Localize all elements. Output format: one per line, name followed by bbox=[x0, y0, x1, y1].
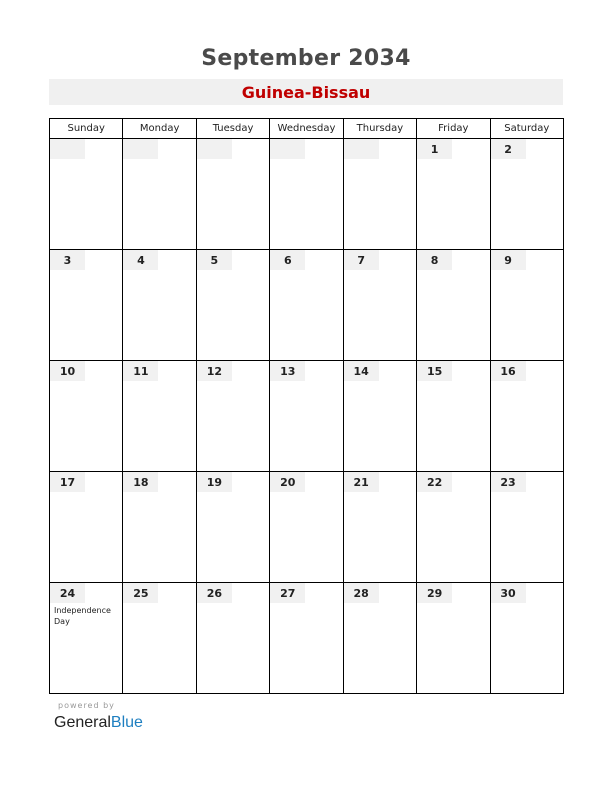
week-row bbox=[50, 139, 564, 250]
day-number: 6 bbox=[270, 250, 305, 270]
day-cell bbox=[270, 361, 343, 472]
calendar-grid bbox=[49, 118, 564, 694]
weekday-header-row bbox=[50, 119, 564, 139]
day-cell bbox=[270, 472, 343, 583]
day-cell bbox=[343, 361, 416, 472]
day-number bbox=[197, 139, 232, 159]
day-cell bbox=[417, 583, 490, 694]
day-number: 11 bbox=[123, 361, 158, 381]
day-number: 15 bbox=[417, 361, 452, 381]
day-number: 27 bbox=[270, 583, 305, 603]
day-cell bbox=[417, 361, 490, 472]
day-number: 16 bbox=[491, 361, 526, 381]
day-number: 10 bbox=[50, 361, 85, 381]
day-cell bbox=[343, 472, 416, 583]
brand-name-part1: General bbox=[54, 714, 111, 731]
day-cell bbox=[196, 472, 269, 583]
day-cell bbox=[196, 583, 269, 694]
day-number bbox=[344, 139, 379, 159]
powered-by-text: powered by bbox=[58, 701, 115, 710]
generalblue-logo[interactable] bbox=[54, 714, 143, 732]
day-number: 18 bbox=[123, 472, 158, 492]
day-number: 25 bbox=[123, 583, 158, 603]
week-row bbox=[50, 472, 564, 583]
page-title: September 2034 bbox=[201, 46, 411, 71]
day-number: 30 bbox=[491, 583, 526, 603]
day-cell bbox=[50, 472, 123, 583]
week-row bbox=[50, 250, 564, 361]
day-cell bbox=[50, 139, 123, 250]
day-number: 22 bbox=[417, 472, 452, 492]
weekday-header: Monday bbox=[123, 119, 196, 139]
day-number: 14 bbox=[344, 361, 379, 381]
day-number: 26 bbox=[197, 583, 232, 603]
day-cell bbox=[50, 583, 123, 694]
day-cell bbox=[417, 250, 490, 361]
day-cell bbox=[270, 250, 343, 361]
day-cell bbox=[490, 250, 563, 361]
day-number: 4 bbox=[123, 250, 158, 270]
day-number bbox=[50, 139, 85, 159]
day-cell bbox=[123, 583, 196, 694]
day-cell bbox=[270, 139, 343, 250]
day-cell bbox=[343, 250, 416, 361]
day-number: 2 bbox=[491, 139, 526, 159]
week-row bbox=[50, 361, 564, 472]
country-banner: Guinea-Bissau bbox=[49, 79, 563, 105]
day-cell bbox=[490, 361, 563, 472]
day-number: 13 bbox=[270, 361, 305, 381]
brand-name-part2: Blue bbox=[110, 714, 143, 731]
holiday-label: Independence Day bbox=[54, 606, 111, 626]
day-number: 24 bbox=[50, 583, 85, 603]
day-number: 28 bbox=[344, 583, 379, 603]
day-number: 12 bbox=[197, 361, 232, 381]
day-number: 9 bbox=[491, 250, 526, 270]
day-cell bbox=[490, 139, 563, 250]
day-number: 5 bbox=[197, 250, 232, 270]
day-number: 21 bbox=[344, 472, 379, 492]
day-number bbox=[123, 139, 158, 159]
day-cell bbox=[50, 250, 123, 361]
day-number: 19 bbox=[197, 472, 232, 492]
weekday-header: Tuesday bbox=[196, 119, 269, 139]
day-number: 17 bbox=[50, 472, 85, 492]
weekday-header: Thursday bbox=[343, 119, 416, 139]
day-number: 1 bbox=[417, 139, 452, 159]
weekday-header: Wednesday bbox=[270, 119, 343, 139]
day-number: 7 bbox=[344, 250, 379, 270]
day-number bbox=[270, 139, 305, 159]
day-cell bbox=[123, 250, 196, 361]
week-row bbox=[50, 583, 564, 694]
day-number: 20 bbox=[270, 472, 305, 492]
day-cell bbox=[490, 583, 563, 694]
day-cell bbox=[123, 361, 196, 472]
day-cell bbox=[490, 472, 563, 583]
day-cell bbox=[196, 139, 269, 250]
day-cell bbox=[270, 583, 343, 694]
day-cell bbox=[123, 472, 196, 583]
day-number: 8 bbox=[417, 250, 452, 270]
weekday-header: Sunday bbox=[50, 119, 123, 139]
day-cell bbox=[196, 361, 269, 472]
day-cell bbox=[343, 139, 416, 250]
day-number: 23 bbox=[491, 472, 526, 492]
day-cell bbox=[123, 139, 196, 250]
day-cell bbox=[417, 139, 490, 250]
day-number: 29 bbox=[417, 583, 452, 603]
day-number: 3 bbox=[50, 250, 85, 270]
weekday-header: Saturday bbox=[490, 119, 563, 139]
day-cell bbox=[343, 583, 416, 694]
day-cell bbox=[417, 472, 490, 583]
weekday-header: Friday bbox=[417, 119, 490, 139]
day-cell bbox=[50, 361, 123, 472]
day-cell bbox=[196, 250, 269, 361]
